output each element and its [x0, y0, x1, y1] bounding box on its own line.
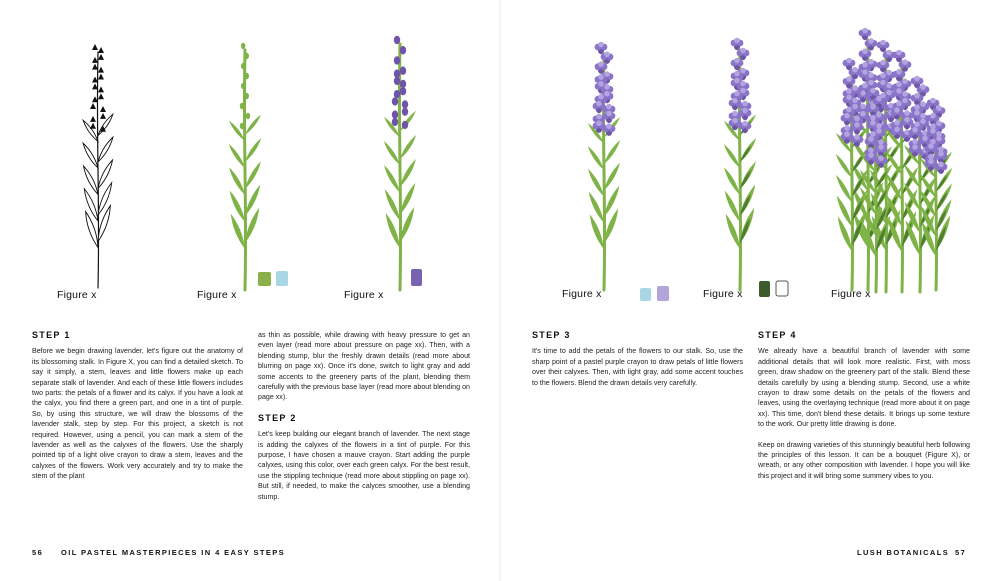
calyx [402, 107, 408, 115]
leaf [229, 167, 245, 195]
petal [914, 122, 920, 128]
petal [734, 71, 740, 77]
petal [854, 134, 860, 140]
petal [740, 48, 746, 54]
petal [938, 162, 944, 168]
petal [732, 98, 738, 104]
figure-label-2: Figure x [197, 289, 237, 301]
leaf [98, 114, 113, 135]
leaf [245, 161, 261, 189]
petal [604, 71, 610, 77]
swatch-light-purple [657, 286, 669, 301]
petal [904, 110, 910, 116]
petal [604, 52, 610, 58]
step1-heading: STEP 1 [32, 330, 71, 340]
leaf [852, 155, 863, 172]
petal [740, 68, 746, 74]
petal [894, 120, 900, 126]
figure2-green-stalk [229, 43, 261, 290]
floret [100, 106, 106, 112]
calyx [394, 77, 400, 85]
petal [876, 112, 882, 118]
calyx [400, 87, 406, 95]
petal [604, 91, 610, 97]
petal [604, 84, 610, 90]
petal [896, 50, 902, 56]
petal [920, 101, 926, 107]
petal [912, 127, 918, 133]
petal [862, 62, 868, 68]
step2-heading: STEP 2 [258, 412, 297, 423]
step4-heading: STEP 4 [758, 330, 797, 340]
petal [880, 40, 886, 46]
floret [98, 74, 104, 80]
step4-column [758, 330, 970, 481]
floret [92, 44, 98, 50]
calyx [394, 90, 400, 98]
petal [862, 83, 868, 89]
petal [734, 58, 740, 64]
petal [886, 90, 892, 96]
petal [868, 136, 874, 142]
petal [732, 111, 738, 117]
petal [886, 50, 892, 56]
petal [852, 67, 858, 73]
book-title-running-head: OIL PASTEL MASTERPIECES IN 4 EASY STEPS [61, 548, 286, 557]
floret [98, 67, 104, 73]
petal [598, 81, 604, 87]
figure-label-3: Figure x [344, 289, 384, 301]
floret [92, 64, 98, 70]
petal [936, 105, 942, 111]
petal [936, 121, 942, 127]
swatch-olive [258, 272, 271, 286]
leaf [400, 159, 416, 187]
calyx-bud [240, 103, 244, 109]
floret [98, 86, 104, 92]
petal [734, 78, 740, 84]
petal [876, 123, 882, 129]
petal [854, 116, 860, 122]
petal [870, 120, 876, 126]
chapter-running-head: LUSH BOTANICALS [857, 548, 950, 557]
leaf [245, 138, 261, 162]
petal [860, 111, 866, 117]
leaf [98, 137, 113, 162]
calyx [400, 67, 406, 75]
petal [928, 143, 934, 149]
figure-label-1: Figure x [57, 289, 97, 301]
petal [922, 136, 928, 142]
petal [852, 85, 858, 91]
petal [880, 80, 886, 86]
petal [870, 104, 876, 110]
calyx-bud [241, 83, 245, 89]
leaf [740, 145, 751, 162]
floret [98, 54, 104, 60]
figure3-calyx-stalk [384, 36, 416, 290]
calyx-bud [241, 63, 245, 69]
petal [896, 82, 902, 88]
petal [896, 101, 902, 107]
figure-label-5: Figure x [703, 288, 743, 300]
leaf [936, 175, 947, 192]
petal [928, 159, 934, 165]
petal [868, 152, 874, 158]
petal [870, 131, 876, 137]
petal [742, 121, 748, 127]
petal [870, 115, 876, 121]
floret [90, 103, 96, 109]
petal [920, 113, 926, 119]
petal [912, 139, 918, 145]
leaf [740, 170, 751, 189]
calyx-bud [240, 123, 244, 129]
petal [862, 28, 868, 34]
leaf [836, 154, 852, 178]
calyx [400, 80, 406, 88]
petal [852, 104, 858, 110]
petal [846, 88, 852, 94]
petal [902, 79, 908, 85]
step1-text: Before we begin drawing lavender, let's figure out the anatomy of its blossoming stalk. In Figure X, you can find a detailed sketch. To say it simply, a stem, leaves and little flowers make up each separate stalk of lavender. And each of these little flowers includes two parts: the petals of a flower and its calyx. If you have a look at the calyx, you find there a green part, and one in a tint of purple. So, by using this structure, we will draw the blossoms of the lavender stalk, step by step. For this project, a sketch is not required. However, using a pencil, you can mark a stem of the lavender as well as the calyxes of the flowers. Use the sharply pointed tip of a light olive crayon to draw a stem, leaves and the calyxes of the flowers. Work very accurately and try to make the stem of the plant [32, 347, 243, 481]
petal [930, 128, 936, 134]
leaf [400, 135, 416, 159]
petal [846, 76, 852, 82]
petal [740, 81, 746, 87]
page-number-left: 56 [32, 548, 44, 557]
leaf [604, 140, 620, 164]
calyx [392, 110, 398, 118]
step1-step2-column [258, 330, 470, 502]
floret [100, 113, 106, 119]
petal [844, 125, 850, 131]
step3-heading: STEP 3 [532, 330, 571, 340]
step4-closing-text: Keep on drawing varieties of this stunningly beautiful herb following the principles of this lesson. It can be a bouquet (Figure X), or wreath, or any other composition with lavender. I hope you will like this project and it will bring some summery vibes to you. [758, 440, 970, 480]
calyx [392, 118, 398, 126]
leaf [386, 213, 400, 248]
petal [596, 101, 602, 107]
petal [914, 110, 920, 116]
petal [734, 38, 740, 44]
step3-column [532, 330, 743, 388]
leaf [400, 207, 414, 242]
petal [598, 61, 604, 67]
leaf [588, 169, 604, 197]
calyx-bud [246, 113, 250, 119]
page-number-right: 57 [955, 548, 967, 557]
petal [896, 69, 902, 75]
petal [852, 98, 858, 104]
petal [606, 111, 612, 117]
petal [914, 104, 920, 110]
floret [92, 57, 98, 63]
petal [862, 49, 868, 55]
petal [894, 107, 900, 113]
leaf [852, 177, 863, 196]
petal [878, 139, 884, 145]
floret [90, 116, 96, 122]
figure4-petal-stalk [588, 42, 620, 290]
calyx [392, 97, 398, 105]
petal [844, 113, 850, 119]
step2-text: Let's keep building our elegant branch of lavender. The next stage is adding the calyxes of the flowers in a tint of purple. For this purpose, I have chosen a mauve crayon. Start adding the purple calyxes, using this color, over each green calyx. For the best result, use the stippling technique (read more about stippling on page xx). But still, if needed, to make the calyces smoother, use a blending stump. [258, 430, 470, 501]
petal [886, 83, 892, 89]
petal [868, 59, 874, 65]
petal [734, 91, 740, 97]
petal [904, 117, 910, 123]
petal [846, 95, 852, 101]
calyx-bud [241, 43, 245, 49]
petal [854, 122, 860, 128]
figure1-sketch-stalk [83, 44, 113, 288]
calyx-bud [245, 93, 249, 99]
calyx [394, 36, 400, 44]
swatch-white [776, 281, 788, 296]
petal [894, 127, 900, 133]
calyx-bud [245, 73, 249, 79]
stem [97, 52, 98, 288]
calyx [394, 70, 400, 78]
leaf [384, 165, 400, 193]
swatch-light-blue-2 [640, 288, 651, 301]
petal [596, 120, 602, 126]
petal [876, 128, 882, 134]
petal [912, 144, 918, 150]
calyx-bud [245, 53, 249, 59]
petal [902, 59, 908, 65]
calyx [402, 100, 408, 108]
petal [740, 88, 746, 94]
leaf [83, 120, 98, 141]
swatch-moss [759, 281, 770, 297]
petal [868, 72, 874, 78]
step1-column [32, 330, 243, 482]
step4-text: We already have a beautiful branch of lavender with some additional details that will look more realistic. First, with moss green, draw shadow on the greenery part of the stalk. Blend these details carefully by using a blending stump. Second, use a white crayon to draw some details on the petals of the flowers and leaves, using the overlaying technique (read more about it on page xx). This time, don't blend these details. It brings up some texture to the work. Our pretty little drawing is done. [758, 347, 970, 429]
petal [902, 98, 908, 104]
swatch-light-blue [276, 271, 288, 286]
leaf [588, 146, 604, 170]
petal [914, 93, 920, 99]
petal [846, 107, 852, 113]
swatch-purple [411, 269, 422, 286]
petal [920, 84, 926, 90]
petal [870, 88, 876, 94]
calyx [400, 46, 406, 54]
calyx [402, 121, 408, 129]
petal [732, 118, 738, 124]
petal [844, 131, 850, 137]
leaf [724, 167, 740, 195]
leaf [83, 143, 98, 168]
figure-label-4: Figure x [562, 288, 602, 300]
petal [876, 96, 882, 102]
petal [606, 104, 612, 110]
petal [868, 38, 874, 44]
figure-label-6: Figure x [831, 288, 871, 300]
leaf [604, 163, 620, 191]
petal [896, 88, 902, 94]
petal [868, 147, 874, 153]
leaf [229, 144, 245, 168]
floret [90, 123, 96, 129]
petal [868, 80, 874, 86]
figure5-detailed-stalk [724, 38, 756, 290]
petal [936, 136, 942, 142]
petal [606, 123, 612, 129]
petal [938, 151, 944, 157]
petal [598, 74, 604, 80]
leaf [384, 141, 400, 165]
floret [98, 47, 104, 53]
petal [880, 60, 886, 66]
petal [846, 58, 852, 64]
petal [880, 73, 886, 79]
petal [914, 76, 920, 82]
petal [930, 98, 936, 104]
petal [742, 108, 748, 114]
floret [98, 93, 104, 99]
calyx [394, 56, 400, 64]
petal [920, 119, 926, 125]
leaf [724, 144, 740, 168]
petal [878, 144, 884, 150]
petal [598, 94, 604, 100]
petal [862, 69, 868, 75]
petal [598, 42, 604, 48]
petal [596, 114, 602, 120]
petal [930, 113, 936, 119]
petal [902, 91, 908, 97]
step3-text: It's time to add the petals of the flowers to our stalk. So, use the sharp point of a pastel purple crayon to draw petals of little flowers over their calyxes. Then, with light gray, add some accent touches to the flowers. Blend the drawn details very carefully. [532, 347, 743, 387]
step1-text-continued: as thin as possible, while drawing with heavy pressure to get an even layer (read more about pressure on page xx). Then, with a blending stump, blur the freshly drawn details (read more about blurring on page xx). Once it's done, switch to light gray and add some accents to the greenery parts of the plant, blending them carefully with the previous base layer (read more about blending on page xx). [258, 331, 470, 402]
petal [878, 155, 884, 161]
petal [742, 101, 748, 107]
petal [886, 70, 892, 76]
